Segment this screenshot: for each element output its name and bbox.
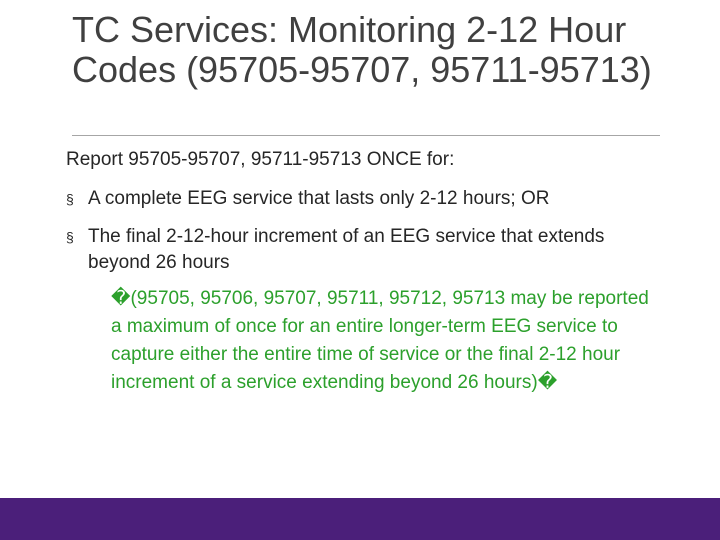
square-bullet-icon: § xyxy=(66,229,74,245)
intro-text: Report 95705-95707, 95711-95713 ONCE for: xyxy=(66,149,455,170)
footer-bar xyxy=(0,498,720,540)
bullet-text: The final 2-12-hour increment of an EEG service that extends beyond 26 hours xyxy=(88,226,605,273)
code-usage-note: �(95705, 95706, 95707, 95711, 95712, 95713 may be reported a maximum of once for an entire longer-term EEG service to capture either the entire time of service or the final 2-12 hour increment of a service extending beyond 26 hours)� xyxy=(111,288,649,393)
bullet-item-complete-eeg xyxy=(66,186,626,212)
slide-title: TC Services: Monitoring 2-12 Hour Codes (95705-95707, 95711-95713) xyxy=(72,9,652,90)
bullet-item-final-increment xyxy=(66,224,626,276)
square-bullet-icon: § xyxy=(66,191,74,207)
bullet-text: A complete EEG service that lasts only 2-12 hours; OR xyxy=(88,188,550,209)
title-divider xyxy=(72,135,660,136)
